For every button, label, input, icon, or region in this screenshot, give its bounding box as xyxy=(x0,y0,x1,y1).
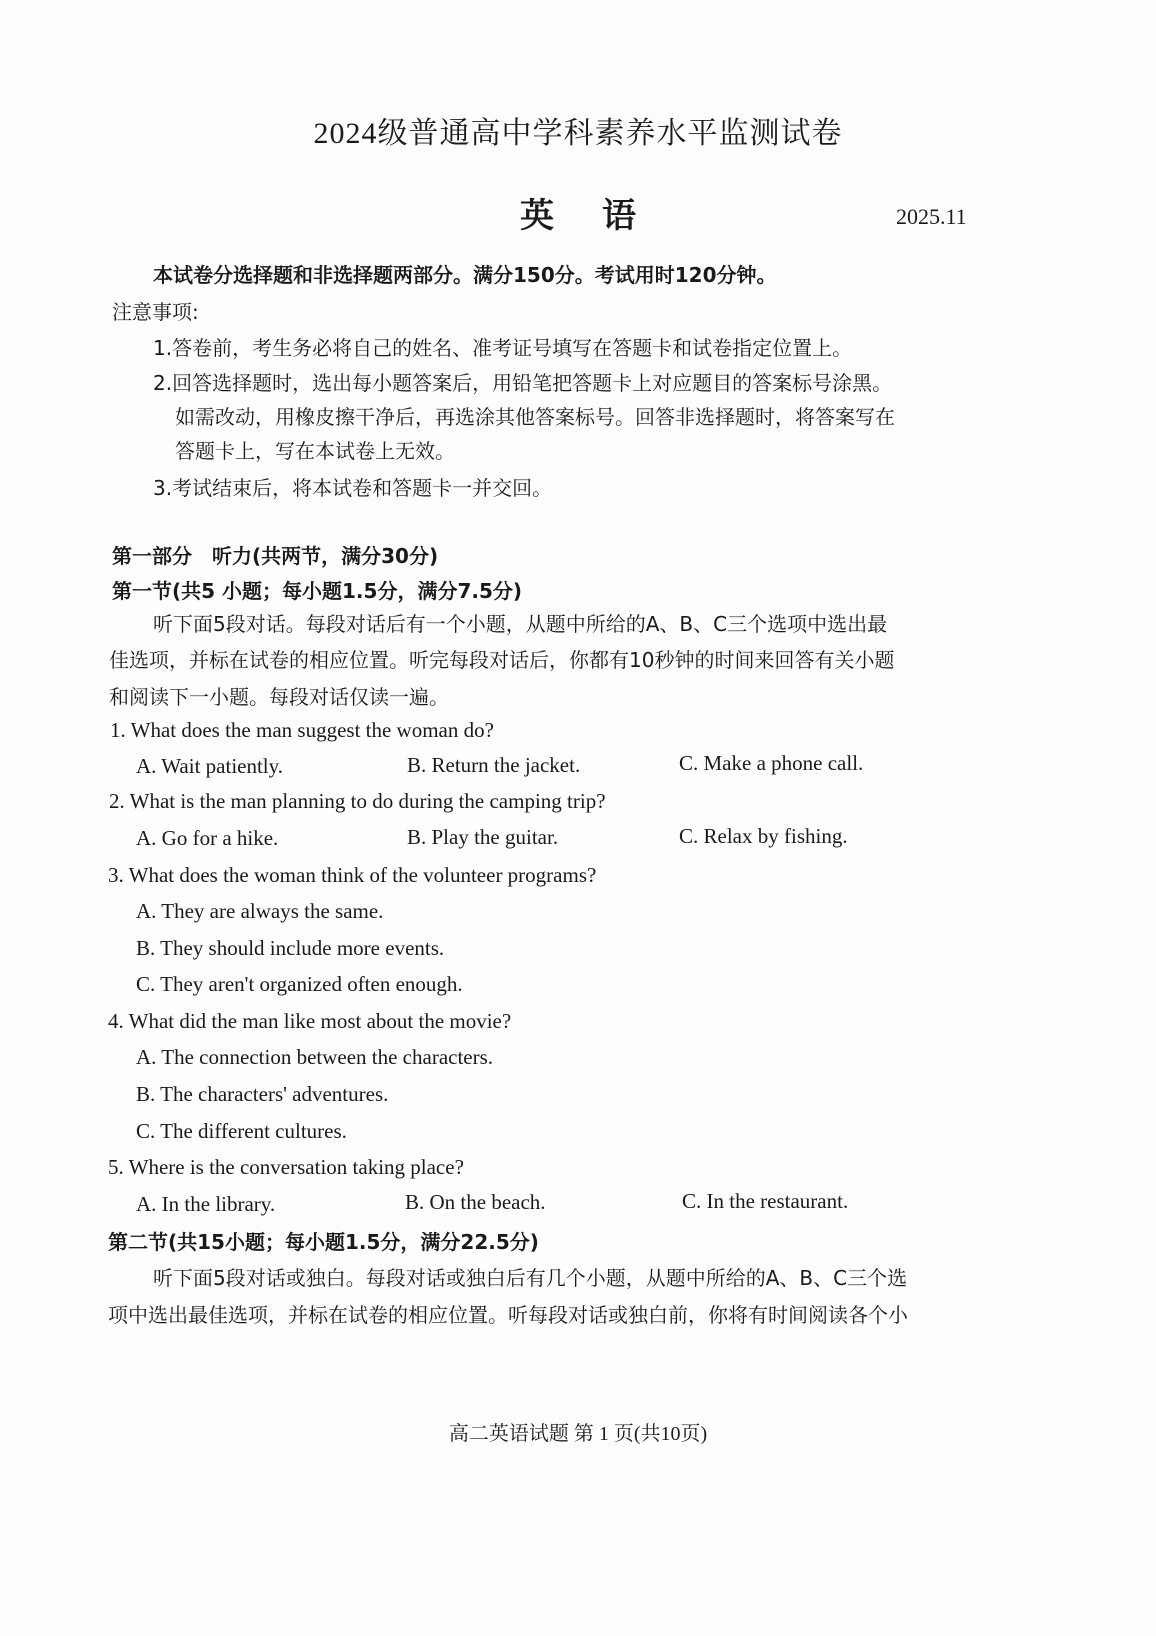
option-a: A. In the library. xyxy=(136,1192,276,1216)
option-c: C. The different cultures. xyxy=(136,1119,347,1143)
notice-item-continued: 如需改动，用橡皮擦干净后，再选涂其他答案标号。回答非选择题时，将答案写在 xyxy=(175,405,895,429)
option-a: A. The connection between the characters. xyxy=(136,1045,494,1069)
section2-instructions: 项中选出最佳选项，并标在试卷的相应位置。听每段对话或独白前，你将有时间阅读各个小 xyxy=(108,1303,908,1327)
section2-heading: 第二节(共15小题；每小题1.5分，满分22.5分) xyxy=(108,1230,539,1254)
option-c: C. Relax by fishing. xyxy=(679,824,848,848)
option-b: B. Return the jacket. xyxy=(407,753,581,777)
subject-title: 英语 xyxy=(520,198,684,235)
option-b: B. On the beach. xyxy=(405,1190,546,1214)
option-b: B. Play the guitar. xyxy=(407,825,559,849)
section1-instructions: 和阅读下一小题。每段对话仅读一遍。 xyxy=(109,685,449,709)
question-4: 4. What did the man like most about the movie? xyxy=(108,1009,512,1033)
section2-instructions: 听下面5段对话或独白。每段对话或独白后有几个小题，从题中所给的A、B、C三个选 xyxy=(153,1266,908,1290)
notice-item-continued: 答题卡上，写在本试卷上无效。 xyxy=(175,439,455,463)
part1-heading: 第一部分 听力(共两节，满分30分) xyxy=(112,544,439,568)
notice-item: 2.回答选择题时，选出每小题答案后，用铅笔把答题卡上对应题目的答案标号涂黑。 xyxy=(153,371,893,395)
option-c: C. In the restaurant. xyxy=(682,1189,849,1213)
notice-heading: 注意事项: xyxy=(112,300,199,324)
option-a: A. Wait patiently. xyxy=(136,754,284,778)
notice-item: 3.考试结束后，将本试卷和答题卡一并交回。 xyxy=(153,476,553,500)
option-a: A. They are always the same. xyxy=(136,899,384,923)
option-a: A. Go for a hike. xyxy=(136,826,279,850)
question-2: 2. What is the man planning to do during the camping trip? xyxy=(109,789,606,813)
question-1: 1. What does the man suggest the woman do? xyxy=(110,718,494,742)
section1-heading: 第一节(共5 小题；每小题1.5分，满分7.5分) xyxy=(112,579,523,603)
question-3: 3. What does the woman think of the volunteer programs? xyxy=(108,863,597,887)
notice-item: 1.答卷前，考生务必将自己的姓名、准考证号填写在答题卡和试卷指定位置上。 xyxy=(153,336,853,360)
exam-date: 2025.11 xyxy=(896,204,967,229)
exam-title: 2024级普通高中学科素养水平监测试卷 xyxy=(313,117,843,150)
option-c: C. Make a phone call. xyxy=(679,751,864,775)
page-footer: 高二英语试题 第 1 页(共10页) xyxy=(448,1423,708,1445)
exam-intro: 本试卷分选择题和非选择题两部分。满分150分。考试用时120分钟。 xyxy=(153,263,777,287)
option-c: C. They aren't organized often enough. xyxy=(136,972,463,996)
question-5: 5. Where is the conversation taking place? xyxy=(108,1155,464,1179)
option-b: B. They should include more events. xyxy=(136,936,445,960)
section1-instructions: 听下面5段对话。每段对话后有一个小题，从题中所给的A、B、C三个选项中选出最 xyxy=(153,612,888,636)
section1-instructions: 佳选项，并标在试卷的相应位置。听完每段对话后，你都有10秒钟的时间来回答有关小题 xyxy=(109,648,895,672)
option-b: B. The characters' adventures. xyxy=(136,1082,389,1106)
